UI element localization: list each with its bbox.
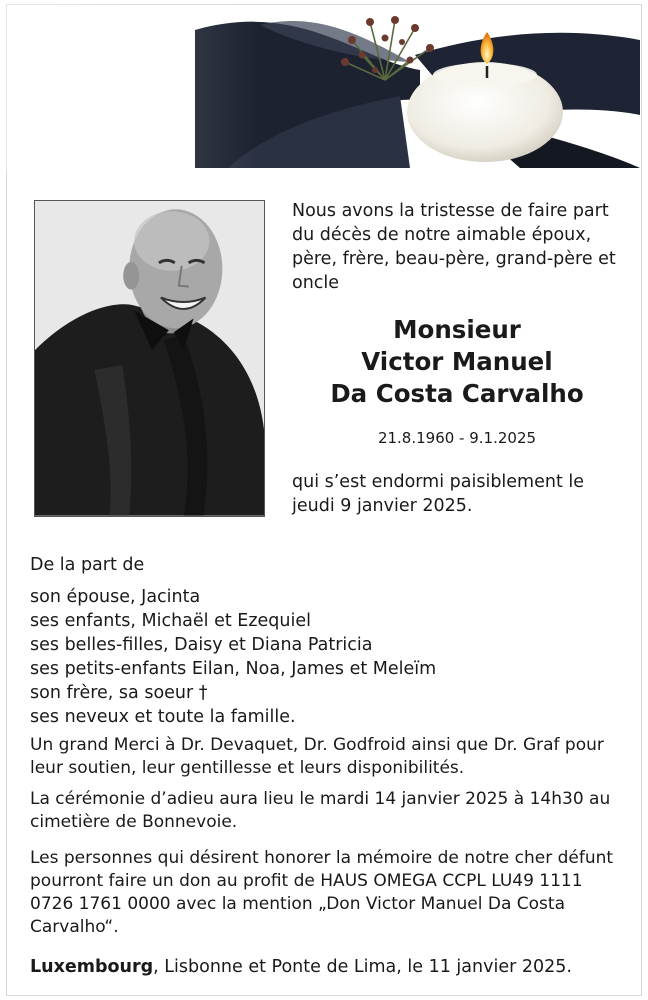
ribbon-candle-banner <box>0 0 648 170</box>
family-line: son frère, sa soeur † <box>30 683 208 703</box>
family-line: ses neveux et toute la famille. <box>30 707 296 727</box>
portrait-illustration <box>35 201 264 516</box>
life-dates: 21.8.1960 - 9.1.2025 <box>377 429 537 447</box>
donation-text: Les personnes qui désirent honorer la mémoire de notre cher défunt pourront faire un don au profit de HAUS OMEGA CCPL LU49 1111 0726 1761 0000 avec la mention „Don Victor Manuel Da Costa Carvalho“. <box>30 848 614 937</box>
closing-line <box>30 955 630 979</box>
thanks-text: Un grand Merci à Dr. Devaquet, Dr. Godfroid ainsi que Dr. Graf pour leur soutien, leur gentillesse et leurs disponibilités. <box>30 735 604 778</box>
deceased-name <box>292 314 622 410</box>
intro-text: Nous avons la tristesse de faire part du décès de notre aimable époux, père, frère, beau-père, grand-père et oncle <box>292 201 616 293</box>
family-list <box>30 553 620 729</box>
deceased-title: Monsieur <box>393 315 521 344</box>
closing-place-bold: Luxembourg <box>30 957 154 977</box>
family-heading: De la part de <box>30 555 145 575</box>
family-line: ses belles-filles, Daisy et Diana Patricia <box>30 635 373 655</box>
closing-rest: , Lisbonne et Ponte de Lima, le 11 janvier 2025. <box>153 957 572 977</box>
passing-note: qui s’est endormi paisiblement le jeudi 9 janvier 2025. <box>292 472 585 516</box>
family-line: ses petits-enfants Eilan, Noa, James et Meleïm <box>30 659 437 679</box>
family-line: ses enfants, Michaël et Ezequiel <box>30 611 311 631</box>
deceased-first-names: Victor Manuel <box>361 347 553 376</box>
deceased-last-names: Da Costa Carvalho <box>330 379 584 408</box>
portrait-photo <box>34 200 265 517</box>
family-line: son épouse, Jacinta <box>30 587 201 607</box>
ceremony-text: La cérémonie d’adieu aura lieu le mardi 14 janvier 2025 à 14h30 au cimetière de Bonnevoie. <box>30 789 611 832</box>
